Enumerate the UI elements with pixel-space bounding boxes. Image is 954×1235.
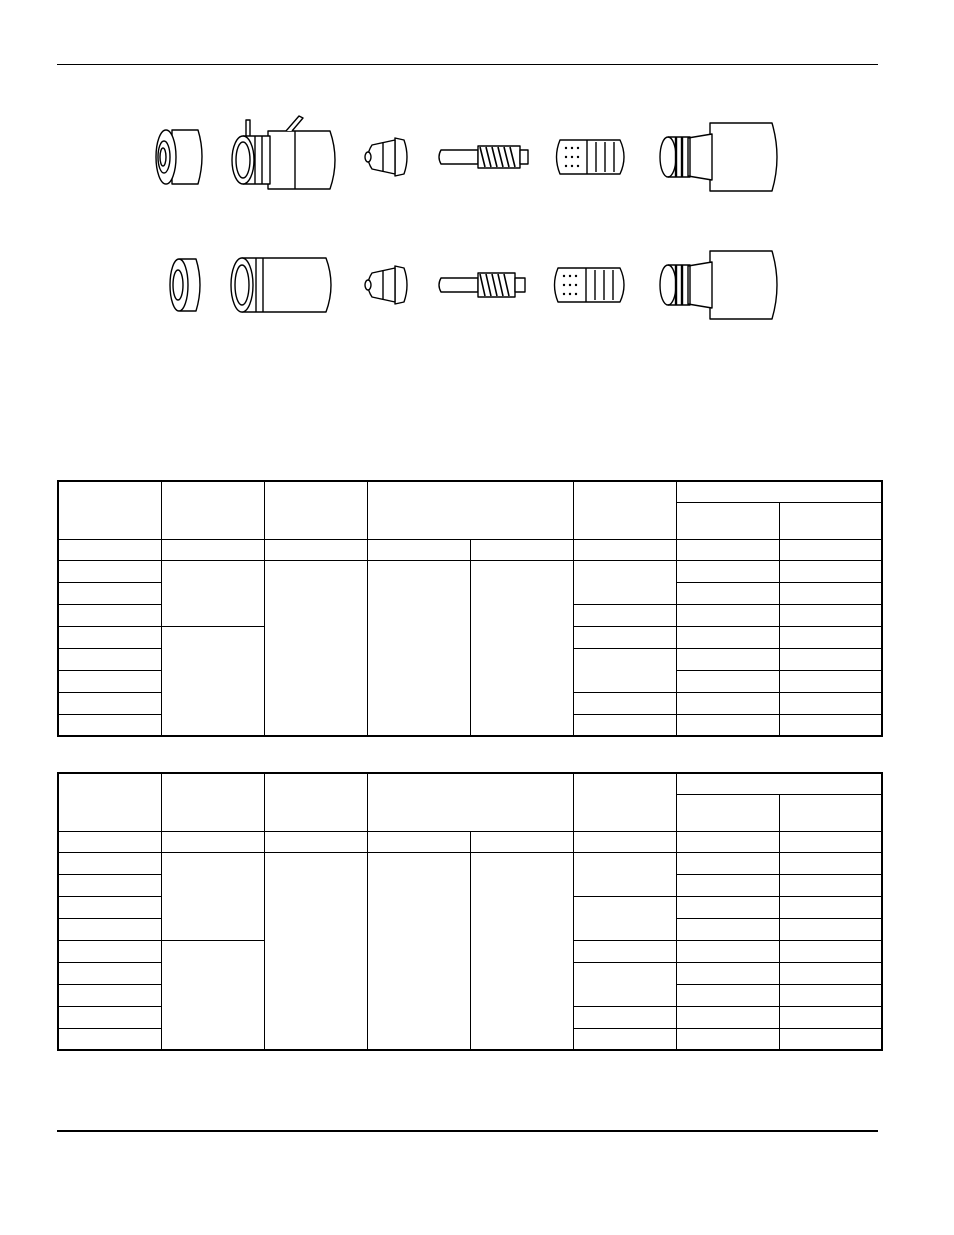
table-cell [58,626,161,648]
table-cell [676,852,779,874]
table-header-cell [573,773,676,831]
table-cell [573,648,676,692]
nozzle-icon [365,266,407,304]
table-cell [676,648,779,670]
table-cell [779,692,882,714]
table-cell [161,626,264,736]
table-cell [779,918,882,940]
table-cell [58,1028,161,1050]
table-cell [676,714,779,736]
table-cell [161,831,264,852]
table-cell [161,539,264,560]
table-cell [779,1028,882,1050]
consumables-illustration [0,0,954,400]
table-cell [779,539,882,560]
table-cell [58,560,161,582]
table-cell [58,918,161,940]
torch-head-icon [660,123,777,191]
table-cell [573,1028,676,1050]
table-cell [264,852,367,1050]
table-cell [58,831,161,852]
table-cell [779,852,882,874]
table-header-cell [264,481,367,539]
table-cell [573,962,676,1006]
retaining-cap-icon [232,116,335,189]
swirl-ring-icon [555,268,625,302]
table-cell [779,874,882,896]
table-cell [573,896,676,940]
table-cell [573,940,676,962]
table-cell [779,896,882,918]
table-header-cell [367,481,573,539]
table-cell [779,604,882,626]
table-cell [573,560,676,604]
table-subheader-cell [779,794,882,831]
table-cell [779,670,882,692]
table-cell [573,692,676,714]
table-cell [676,874,779,896]
table-cell [58,852,161,874]
table-cell [58,962,161,984]
table-cell [676,692,779,714]
table-cell [779,984,882,1006]
table-cell [676,962,779,984]
nozzle-icon [365,138,407,176]
table-cell [470,539,573,560]
table-cell [58,1006,161,1028]
table-cell [676,940,779,962]
table-cell [264,831,367,852]
table-cell [58,940,161,962]
table-subheader-cell [676,502,779,539]
swirl-ring-icon [557,140,625,174]
table-cell [470,831,573,852]
table-cell [58,874,161,896]
table-cell [58,896,161,918]
table-cell [779,962,882,984]
table-cell [58,539,161,560]
table-cell [161,560,264,626]
table-cell [779,714,882,736]
table-cell [470,560,573,736]
table-cell [779,560,882,582]
table-cell [779,648,882,670]
table-cell [676,1028,779,1050]
table-cell [573,626,676,648]
table-cell [367,831,470,852]
table-cell [779,582,882,604]
shield-icon [156,130,202,184]
table-header-group [676,481,882,502]
table-cell [573,852,676,896]
table-header-cell [161,481,264,539]
table-cell [367,852,470,1050]
table-cell [58,714,161,736]
process-table-2 [57,772,883,1051]
table-header-cell [58,481,161,539]
table-cell [676,670,779,692]
electrode-icon [439,146,528,168]
table-header-cell [264,773,367,831]
footer-rule [57,1130,878,1132]
table-cell [58,984,161,1006]
table-cell [470,852,573,1050]
electrode-icon [439,273,525,297]
table-cell [58,582,161,604]
process-table-1 [57,480,883,737]
table-cell [573,604,676,626]
table-cell [676,1006,779,1028]
table-cell [676,896,779,918]
table-cell [573,714,676,736]
table-cell [264,539,367,560]
table-cell [58,648,161,670]
table-cell [676,984,779,1006]
table-cell [676,831,779,852]
table-cell [779,1006,882,1028]
table-header-group [676,773,882,794]
table-cell [161,940,264,1050]
table-cell [779,940,882,962]
table-cell [676,918,779,940]
table-cell [367,539,470,560]
table-cell [264,560,367,736]
table-cell [367,560,470,736]
table-row [58,852,882,874]
table-cell [573,1006,676,1028]
table-cell [676,604,779,626]
table-header-cell [161,773,264,831]
table-cell [58,604,161,626]
table-cell [573,539,676,560]
table-cell [58,670,161,692]
table-header-cell [367,773,573,831]
table-cell [779,626,882,648]
table-cell [676,560,779,582]
table-subheader-cell [676,794,779,831]
table-cell [779,831,882,852]
table-cell [676,582,779,604]
table-header-cell [58,773,161,831]
torch-head-icon [660,251,777,319]
table-header-cell [573,481,676,539]
table-cell [573,831,676,852]
table-cell [676,539,779,560]
table-subheader-cell [779,502,882,539]
retaining-cap-icon [231,258,331,312]
shield-icon [170,259,200,311]
table-row [58,560,882,582]
table-cell [676,626,779,648]
table-cell [58,692,161,714]
table-cell [161,852,264,940]
